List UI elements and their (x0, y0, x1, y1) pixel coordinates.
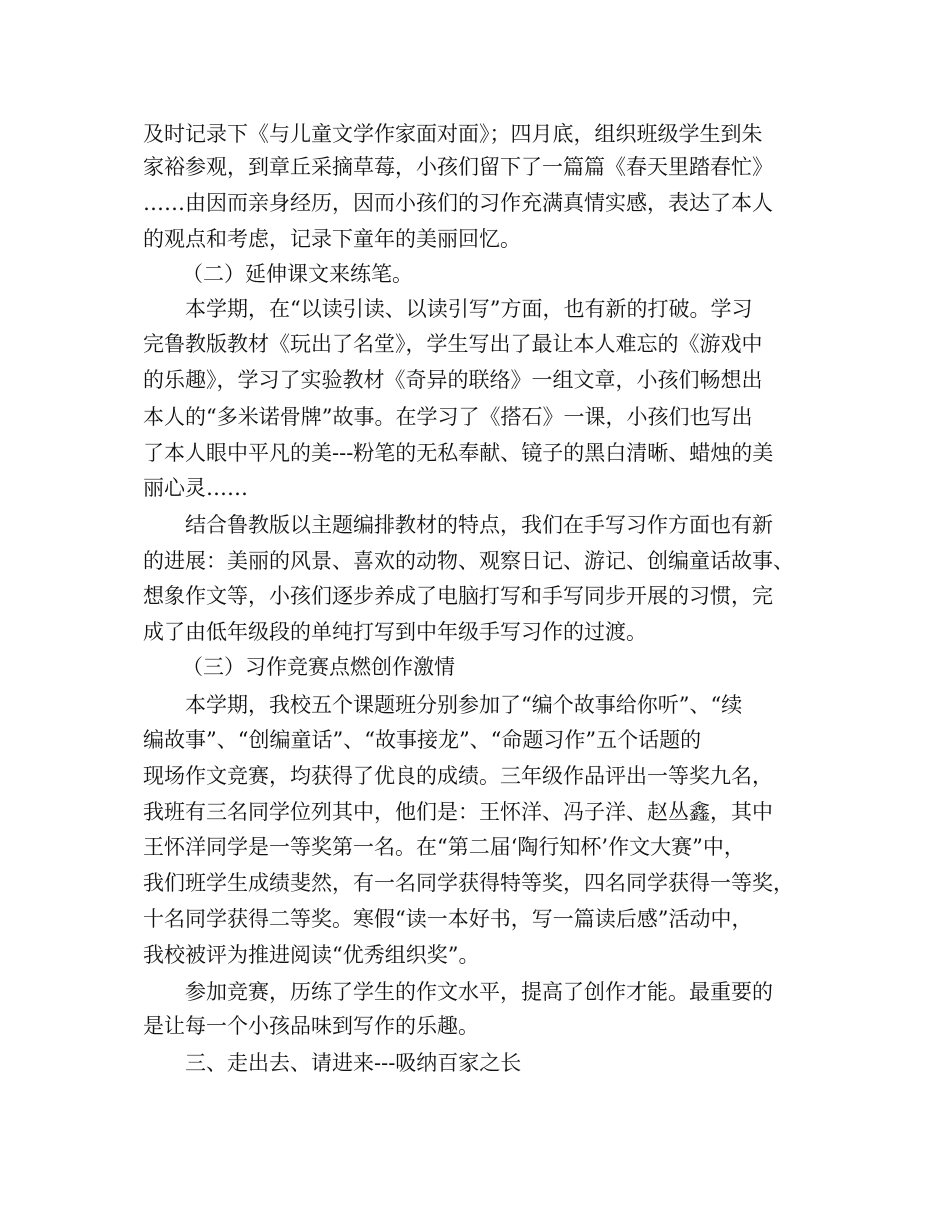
text-line: 丽心灵…… (143, 476, 248, 500)
text-line: 成了由低年级段的单纯打写到中年级手写习作的过渡。 (143, 620, 647, 644)
text-line: 我们班学生成绩斐然，有一名同学获得特等奖，四名同学获得一等奖， (143, 871, 794, 895)
section-heading: （三）习作竞赛点燃创作激情 (182, 655, 455, 679)
text-line: 本学期，我校五个课题班分别参加了“编个故事给你听”、“续 (185, 693, 743, 717)
text-line: 的观点和考虑，记录下童年的美丽回忆。 (143, 227, 521, 251)
text-line: 结合鲁教版以主题编排教材的特点，我们在手写习作方面也有新 (185, 513, 773, 537)
text-line: 的乐趣》，学习了实验教材《奇异的联络》一组文章，小孩们畅想出 (143, 368, 763, 392)
text-line: 编故事”、“创编童话”、“故事接龙”、“命题习作”五个话题的 (143, 728, 702, 752)
text-line: 参加竞赛，历练了学生的作文水平，提高了创作才能。最重要的 (185, 980, 773, 1004)
text-line: 家裕参观，到章丘采摘草莓，小孩们留下了一篇篇《春天里踏春忙》 (143, 155, 773, 179)
text-line: 我校被评为推进阅读“优秀组织奖”。 (143, 943, 480, 967)
text-line: 完鲁教版教材《玩出了名堂》，学生写出了最让本人难忘的《游戏中 (143, 332, 763, 356)
text-line: 王怀洋同学是一等奖第一名。在“第二届‘陶行知杯’作文大赛”中， (143, 835, 745, 859)
section-heading: （二）延伸课文来练笔。 (182, 262, 413, 286)
text-line: 本学期，在“以读引读、以读引写”方面，也有新的打破。学习 (185, 297, 753, 321)
text-line: 的进展：美丽的风景、喜欢的动物、观察日记、游记、创编童话故事、 (143, 549, 794, 573)
text-line: 现场作文竞赛，均获得了优良的成绩。三年级作品评出一等奖九名， (143, 764, 773, 788)
text-line: 及时记录下《与儿童文学作家面对面》；四月底，组织班级学生到朱 (143, 122, 763, 146)
text-line: 十名同学获得二等奖。寒假“读一本好书，写一篇读后感”活动中， (143, 907, 753, 931)
text-line: 想象作文等，小孩们逐步养成了电脑打写和手写同步开展的习惯，完 (143, 584, 773, 608)
text-line: 是让每一个小孩品味到写作的乐趣。 (143, 1014, 479, 1038)
section-heading: 三、走出去、请进来---吸纳百家之长 (185, 1051, 522, 1075)
text-line: ……由因而亲身经历，因而小孩们的习作充满真情实感，表达了本人 (143, 191, 773, 215)
text-line: 了本人眼中平凡的美---粉笔的无私奉献、镜子的黑白清晰、蜡烛的美 (143, 441, 774, 465)
text-line: 我班有三名同学位列其中，他们是：王怀洋、冯子洋、赵丛鑫，其中 (143, 800, 773, 824)
text-line: 本人的“多米诺骨牌”故事。在学习了《搭石》一课，小孩们也写出 (143, 405, 753, 429)
